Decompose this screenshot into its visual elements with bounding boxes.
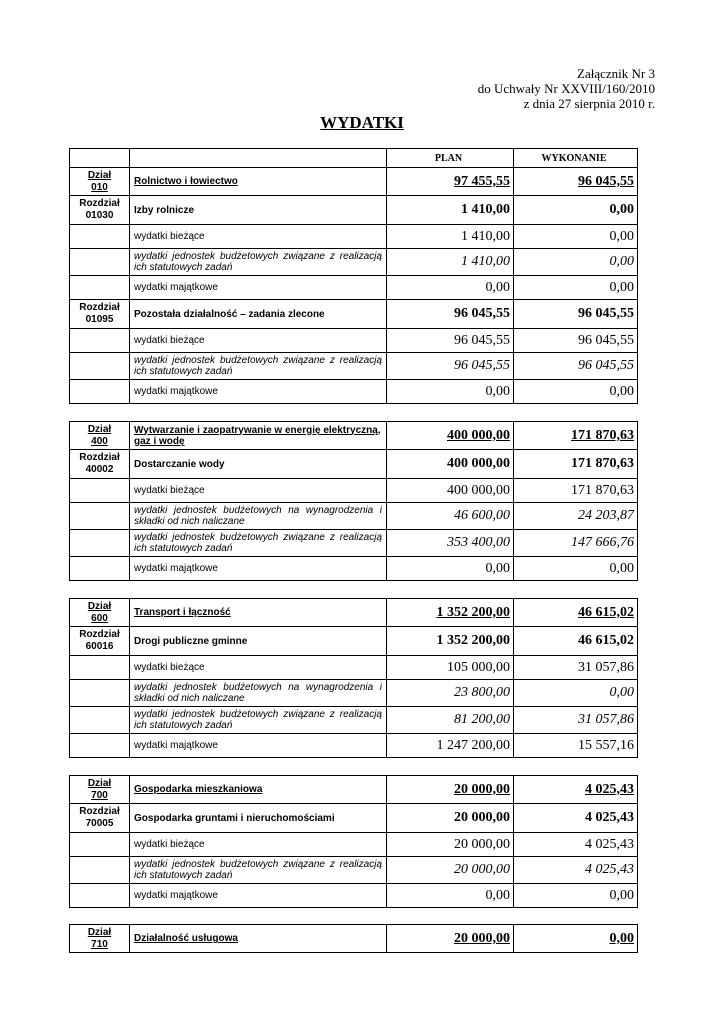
expense-empty [70,707,130,734]
dzial-wykonanie-text: 171 870,63 [571,427,634,443]
expense-wykonanie-text: 147 666,76 [571,535,634,550]
section-table-400 [69,421,638,581]
rozdzial-wykonanie [514,627,638,656]
resolution-number: do Uchwały Nr XXVIII/160/2010 [477,81,655,96]
expense-empty [70,353,130,380]
rozdzial-plan-text: 1 352 200,00 [436,633,510,648]
expense-empty [70,857,130,884]
dzial-code-code: 600 [91,612,108,624]
expense-plan-text: 46 600,00 [454,508,510,523]
rozdzial-code [70,804,130,833]
expense-plan [387,884,514,908]
dzial-wykonanie [514,925,638,953]
rozdzial-plan [387,627,514,656]
expense-plan-text: 353 400,00 [447,535,510,550]
expense-name-text: wydatki majątkowe [134,282,218,293]
rozdzial-name [130,196,387,225]
expense-row [70,380,638,404]
header-plan [387,149,514,168]
expense-plan [387,656,514,680]
expense-name [130,734,387,758]
expense-wykonanie-text: 0,00 [609,560,634,576]
expense-plan-text: 400 000,00 [447,482,510,498]
expense-wykonanie [514,479,638,503]
rozdzial-row [70,804,638,833]
rozdzial-name [130,627,387,656]
expense-plan-text: 1 410,00 [461,228,510,244]
rozdzial-wykonanie [514,450,638,479]
dzial-plan-text: 400 000,00 [447,427,510,443]
dzial-code [70,168,130,196]
expense-wykonanie [514,557,638,581]
rozdzial-wykonanie [514,196,638,225]
expense-name-text: wydatki bieżące [134,485,205,496]
expense-plan [387,707,514,734]
expense-row [70,503,638,530]
expense-wykonanie-text: 96 045,55 [578,332,634,348]
expense-plan-text: 20 000,00 [454,862,510,877]
expense-plan [387,857,514,884]
expense-plan [387,503,514,530]
dzial-name [130,599,387,627]
dzial-code [70,599,130,627]
rozdzial-code-code: 01030 [85,210,114,221]
rozdzial-name-text: Dostarczanie wody [134,458,225,470]
expense-empty [70,329,130,353]
dzial-name-text: Transport i łączność [134,607,231,618]
expense-name [130,857,387,884]
rozdzial-plan [387,804,514,833]
rozdzial-row [70,196,638,225]
expense-wykonanie [514,503,638,530]
expense-plan-text: 23 800,00 [454,685,510,700]
expense-plan [387,276,514,300]
rozdzial-code-label: Rozdział [79,629,120,640]
dzial-name-text: Gospodarka mieszkaniowa [134,784,263,795]
rozdzial-code [70,300,130,329]
expense-wykonanie [514,530,638,557]
expense-name [130,249,387,276]
page-title: WYDATKI [320,113,404,132]
dzial-plan-text: 1 352 200,00 [436,604,510,620]
dzial-wykonanie-text: 96 045,55 [578,173,634,189]
expense-empty [70,276,130,300]
header-wykonanie [514,149,638,168]
expense-wykonanie-text: 0,00 [609,383,634,399]
expense-plan [387,225,514,249]
rozdzial-plan-text: 1 410,00 [461,202,510,217]
expense-plan-text: 105 000,00 [447,659,510,675]
dzial-wykonanie-text: 4 025,43 [585,781,634,797]
dzial-code-code: 400 [91,435,108,447]
section-table-700 [69,775,638,908]
expense-plan-text: 96 045,55 [454,358,510,373]
dzial-code-label: Dział [87,600,112,612]
rozdzial-code [70,627,130,656]
expense-plan [387,329,514,353]
expense-row [70,734,638,758]
expense-wykonanie-text: 171 870,63 [571,482,634,498]
rozdzial-name-text: Gospodarka gruntami i nieruchomościami [134,812,335,824]
column-header-row [70,149,638,168]
expense-wykonanie-text: 4 025,43 [585,836,634,852]
header-empty-1 [70,149,130,168]
dzial-plan [387,599,514,627]
expense-plan [387,353,514,380]
expense-wykonanie [514,353,638,380]
expense-plan-text: 96 045,55 [454,332,510,348]
rozdzial-wykonanie [514,804,638,833]
expense-name [130,479,387,503]
dzial-plan-text: 20 000,00 [454,781,510,797]
header-wykonanie-text: WYKONANIE [541,152,607,164]
rozdzial-plan [387,196,514,225]
rozdzial-name [130,300,387,329]
dzial-code-code: 010 [91,181,108,193]
header-plan-text: PLAN [434,152,463,164]
dzial-name-text: Działalność usługowa [134,933,238,944]
expense-wykonanie [514,857,638,884]
expense-wykonanie [514,225,638,249]
expense-name [130,656,387,680]
rozdzial-code-label: Rozdział [79,302,120,313]
dzial-wykonanie-text: 46 615,02 [578,604,634,620]
expense-name-text: wydatki majątkowe [134,386,218,397]
expense-wykonanie [514,734,638,758]
expense-plan [387,479,514,503]
dzial-wykonanie [514,599,638,627]
dzial-code [70,776,130,804]
expense-plan [387,557,514,581]
rozdzial-wykonanie-text: 96 045,55 [578,306,634,321]
expense-empty [70,734,130,758]
expense-empty [70,884,130,908]
expense-row [70,530,638,557]
rozdzial-row [70,627,638,656]
dzial-wykonanie-text: 0,00 [609,930,634,946]
rozdzial-code-code: 60016 [85,641,114,652]
expense-name [130,329,387,353]
expense-plan-text: 0,00 [485,383,510,399]
dzial-code [70,925,130,953]
section-table-010 [69,148,638,404]
expense-name-text: wydatki majątkowe [134,890,218,901]
rozdzial-code-label: Rozdział [79,806,120,817]
expense-wykonanie [514,707,638,734]
dzial-plan [387,925,514,953]
rozdzial-wykonanie-text: 171 870,63 [571,456,634,471]
expense-wykonanie-text: 31 057,86 [578,712,634,727]
expense-name-text: wydatki jednostek budżetowych na wynagrodzenia i składki od nich naliczane [134,682,382,704]
rozdzial-name [130,450,387,479]
expense-empty [70,249,130,276]
expense-row [70,857,638,884]
rozdzial-wykonanie [514,300,638,329]
expense-row [70,557,638,581]
expense-name [130,833,387,857]
rozdzial-name [130,804,387,833]
expense-wykonanie [514,380,638,404]
dzial-code [70,422,130,450]
rozdzial-row [70,450,638,479]
rozdzial-code-code: 01095 [85,314,114,325]
expense-row [70,833,638,857]
expense-plan [387,530,514,557]
rozdzial-wykonanie-text: 0,00 [609,202,634,217]
expense-name [130,380,387,404]
section-table-600 [69,598,638,758]
rozdzial-wykonanie-text: 4 025,43 [585,810,634,825]
expense-name-text: wydatki majątkowe [134,563,218,574]
expense-wykonanie [514,833,638,857]
expense-empty [70,557,130,581]
expense-row [70,329,638,353]
expense-wykonanie-text: 0,00 [609,685,634,700]
attachment-header [355,66,655,111]
expense-wykonanie-text: 0,00 [609,254,634,269]
expense-wykonanie [514,249,638,276]
expense-plan [387,249,514,276]
rozdzial-name-text: Pozostała działalność – zadania zlecone [134,308,325,320]
expense-plan [387,380,514,404]
expense-name-text: wydatki jednostek budżetowych związane z realizacją ich statutowych zadań [134,355,382,377]
dzial-plan [387,168,514,196]
expense-name [130,680,387,707]
dzial-plan-text: 97 455,55 [454,173,510,189]
dzial-name-text: Rolnictwo i łowiectwo [134,176,238,187]
expense-wykonanie [514,276,638,300]
dzial-row [70,925,638,953]
dzial-wykonanie [514,168,638,196]
dzial-code-code: 710 [91,938,108,950]
dzial-plan-text: 20 000,00 [454,930,510,946]
dzial-name-text: Wytwarzanie i zaopatrywanie w energię elektryczną, gaz i wodę [134,424,381,447]
rozdzial-plan [387,450,514,479]
rozdzial-name-text: Izby rolnicze [134,204,195,216]
expense-name-text: wydatki bieżące [134,839,205,850]
rozdzial-plan-text: 400 000,00 [447,456,510,471]
dzial-name [130,168,387,196]
expense-wykonanie [514,680,638,707]
dzial-wykonanie [514,776,638,804]
dzial-code-label: Dział [87,169,112,181]
dzial-plan [387,776,514,804]
expense-wykonanie [514,884,638,908]
expense-name-text: wydatki jednostek budżetowych związane z realizacją ich statutowych zadań [134,859,382,881]
expense-row [70,353,638,380]
dzial-name [130,776,387,804]
expense-empty [70,833,130,857]
expense-row [70,707,638,734]
rozdzial-code-code: 70005 [85,818,114,829]
expense-name-text: wydatki jednostek budżetowych na wynagrodzenia i składki od nich naliczane [134,505,382,527]
expense-row [70,884,638,908]
section-table-710 [69,924,638,953]
dzial-row [70,776,638,804]
dzial-row [70,422,638,450]
expense-row [70,276,638,300]
dzial-plan [387,422,514,450]
expense-empty [70,380,130,404]
dzial-row [70,168,638,196]
expense-wykonanie-text: 96 045,55 [578,358,634,373]
expense-empty [70,656,130,680]
header-empty-2 [130,149,387,168]
expense-wykonanie-text: 0,00 [609,228,634,244]
expense-name-text: wydatki bieżące [134,231,205,242]
expense-wykonanie [514,329,638,353]
expense-plan [387,680,514,707]
expense-wykonanie [514,656,638,680]
expense-plan-text: 1 247 200,00 [436,737,510,753]
expense-name [130,503,387,530]
dzial-code-label: Dział [87,777,112,789]
expense-row [70,479,638,503]
expense-empty [70,680,130,707]
rozdzial-name-text: Drogi publiczne gminne [134,635,248,647]
rozdzial-plan-text: 96 045,55 [454,306,510,321]
expense-row [70,249,638,276]
dzial-code-code: 700 [91,789,108,801]
expense-wykonanie-text: 0,00 [609,887,634,903]
expense-name [130,530,387,557]
expense-plan [387,734,514,758]
expense-empty [70,530,130,557]
expense-name-text: wydatki bieżące [134,335,205,346]
expense-plan-text: 1 410,00 [461,254,510,269]
rozdzial-code-label: Rozdział [79,198,120,209]
expense-plan-text: 0,00 [485,887,510,903]
rozdzial-wykonanie-text: 46 615,02 [578,633,634,648]
dzial-row [70,599,638,627]
expense-name [130,884,387,908]
expense-name-text: wydatki bieżące [134,662,205,673]
expense-row [70,680,638,707]
rozdzial-plan [387,300,514,329]
expense-row [70,656,638,680]
expense-name-text: wydatki jednostek budżetowych związane z realizacją ich statutowych zadań [134,532,382,554]
resolution-date: z dnia 27 sierpnia 2010 r. [523,96,655,111]
rozdzial-row [70,300,638,329]
dzial-name [130,925,387,953]
rozdzial-plan-text: 20 000,00 [454,810,510,825]
expense-name [130,225,387,249]
expense-row [70,225,638,249]
expense-name [130,353,387,380]
expense-wykonanie-text: 15 557,16 [578,737,634,753]
rozdzial-code-label: Rozdział [79,452,120,463]
rozdzial-code [70,450,130,479]
expense-plan [387,833,514,857]
expense-wykonanie-text: 24 203,87 [578,508,634,523]
expense-plan-text: 81 200,00 [454,712,510,727]
expense-name-text: wydatki jednostek budżetowych związane z realizacją ich statutowych zadań [134,709,382,731]
expense-empty [70,225,130,249]
expense-name [130,276,387,300]
expense-plan-text: 0,00 [485,560,510,576]
dzial-code-label: Dział [87,423,112,435]
expense-empty [70,479,130,503]
expense-wykonanie-text: 31 057,86 [578,659,634,675]
expense-name-text: wydatki jednostek budżetowych związane z realizacją ich statutowych zadań [134,251,382,273]
expense-wykonanie-text: 0,00 [609,279,634,295]
rozdzial-code [70,196,130,225]
dzial-name [130,422,387,450]
dzial-wykonanie [514,422,638,450]
rozdzial-code-code: 40002 [85,464,114,475]
dzial-code-label: Dział [87,926,112,938]
expense-name [130,557,387,581]
expense-empty [70,503,130,530]
expense-wykonanie-text: 4 025,43 [585,862,634,877]
attachment-number: Załącznik Nr 3 [577,66,655,81]
expense-plan-text: 20 000,00 [454,836,510,852]
expense-plan-text: 0,00 [485,279,510,295]
expense-name-text: wydatki majątkowe [134,740,218,751]
expense-name [130,707,387,734]
